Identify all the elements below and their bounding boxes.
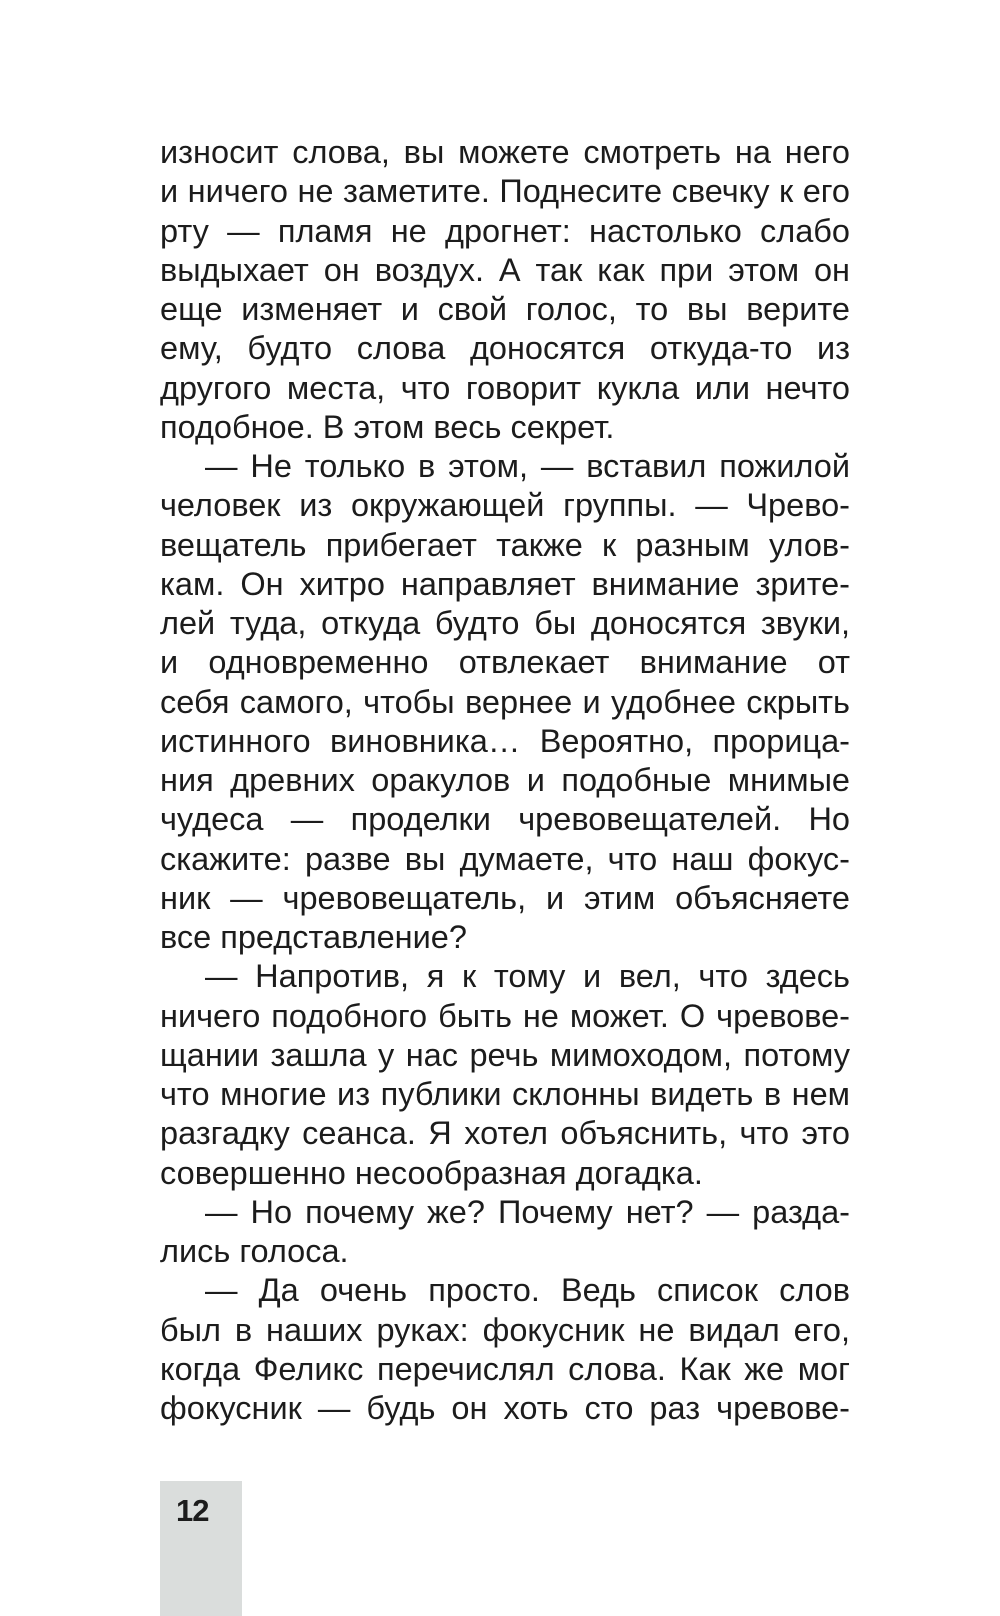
text-line: совершенно несообразная догадка. (160, 1154, 703, 1191)
text-line: фокусник — будь он хоть сто раз чревове- (160, 1390, 850, 1426)
text-line: рту — пламя не дрогнет: настолько слабо (160, 212, 850, 249)
text-line: ничего подобного быть не может. О чревове- (160, 997, 850, 1034)
text-line: еще изменяет и свой голос, то вы верите (160, 291, 850, 327)
text-line: ния древних оракулов и подобные мнимые (160, 762, 850, 798)
text-line: вещатель прибегает также к разным улов- (160, 526, 850, 563)
text-line: чудеса — проделки чревовещателей. Но (160, 801, 850, 838)
text-line: и одновременно отвлекает внимание от (160, 644, 850, 681)
text-line: — Но почему же? Почему нет? — разда- (205, 1193, 850, 1230)
text-line: себя самого, чтобы вернее и удобнее скрыть (160, 683, 850, 720)
text-line: кам. Он хитро направляет внимание зрите- (160, 565, 850, 602)
text-line: другого места, что говорит кукла или нечто (160, 369, 850, 406)
text-line: ему, будто слова доносятся откуда-то из (160, 330, 850, 367)
text-line: скажите: разве вы думаете, что наш фокус- (160, 840, 850, 877)
text-line: что многие из публики склонны видеть в нем (160, 1076, 850, 1112)
text-line: человек из окружающей группы. — Чрево- (160, 487, 850, 524)
page-number: 12 (176, 1493, 209, 1528)
text-line: был в наших руках: фокусник не видал его, (160, 1311, 850, 1348)
text-line: разгадку сеанса. Я хотел объяснить, что это (160, 1115, 850, 1152)
text-line: все представление? (160, 919, 467, 955)
text-line: выдыхает он воздух. А так как при этом он (160, 251, 850, 288)
text-line: — Да очень просто. Ведь список слов (205, 1272, 850, 1309)
text-line: износит слова, вы можете смотреть на него (160, 134, 850, 170)
text-line: — Напротив, я к тому и вел, что здесь (205, 958, 850, 995)
text-line: истинного виновника… Вероятно, прорица- (160, 722, 850, 759)
text-line: ник — чревовещатель, и этим объясняете (160, 879, 850, 916)
text-line: когда Феликс перечислял слова. Как же мог (160, 1350, 850, 1387)
text-line: лись голоса. (160, 1233, 349, 1269)
text-line: подобное. В этом весь секрет. (160, 408, 615, 445)
page-number-tab (160, 1481, 242, 1616)
text-line: — Не только в этом, — вставил пожилой (205, 448, 850, 484)
text-line: и ничего не заметите. Поднесите свечку к его (160, 173, 850, 210)
body-text (160, 133, 850, 1428)
text-line: лей туда, откуда будто бы доносятся звуки, (160, 605, 850, 641)
text-line: щании зашла у нас речь мимоходом, потому (160, 1036, 850, 1073)
